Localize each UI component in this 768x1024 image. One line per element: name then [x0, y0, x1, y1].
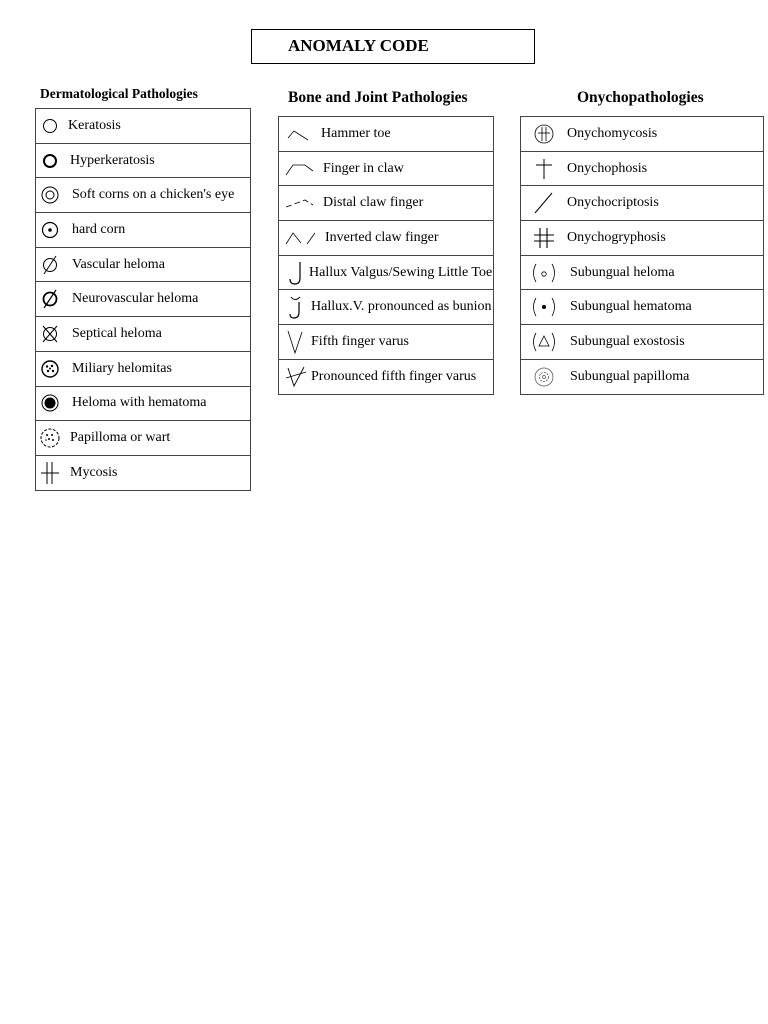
filled-circle-icon — [38, 393, 62, 413]
item-label: Heloma with hematoma — [72, 395, 207, 411]
table-row — [36, 455, 251, 490]
table-row — [521, 186, 764, 221]
table-dermatological — [35, 108, 251, 491]
table-row — [36, 421, 251, 456]
item-label: Finger in claw — [323, 160, 404, 176]
item-label: Miliary helomitas — [72, 360, 172, 376]
thin-circle-icon — [38, 117, 62, 135]
item-label: Onychophosis — [567, 160, 648, 176]
table-row — [279, 325, 494, 360]
paren-triangle-icon — [529, 331, 559, 353]
table-row — [36, 247, 251, 282]
table-row — [279, 186, 494, 221]
item-label: Subungual exostosis — [570, 333, 685, 349]
v-stroke-icon — [283, 329, 307, 355]
item-label: Neurovascular heloma — [72, 291, 199, 307]
item-label: Papilloma or wart — [70, 430, 171, 446]
hammer-toe-icon — [283, 126, 313, 142]
item-label: Mycosis — [70, 464, 118, 480]
item-label: Inverted claw finger — [325, 229, 439, 245]
diagonal-slash-icon — [529, 191, 559, 215]
bold-circle-icon — [38, 152, 62, 170]
table-row — [279, 255, 494, 290]
table-row — [36, 282, 251, 317]
item-label: Subungual hematoma — [570, 299, 692, 315]
circle-swirl-icon — [529, 365, 559, 389]
distal-claw-icon — [283, 195, 317, 211]
table-row — [521, 151, 764, 186]
slashed-circle-icon — [38, 254, 62, 276]
page-title: ANOMALY CODE — [251, 29, 535, 64]
table-row — [36, 109, 251, 144]
table-row — [36, 351, 251, 386]
table-row — [279, 151, 494, 186]
item-label: Onychocriptosis — [567, 195, 659, 211]
dagger-cross-icon — [529, 157, 559, 181]
table-row — [521, 325, 764, 360]
item-label: Onychomycosis — [567, 125, 658, 141]
item-label: Hammer toe — [321, 125, 391, 141]
paren-dot-icon — [529, 296, 559, 318]
speckled-circle-icon — [38, 427, 62, 449]
double-circle-icon — [38, 185, 62, 205]
item-label: Soft corns on a chicken's eye — [72, 187, 235, 203]
inverted-claw-icon — [283, 229, 319, 247]
table-row — [521, 290, 764, 325]
table-row — [521, 117, 764, 152]
table-row — [36, 178, 251, 213]
item-label: hard corn — [72, 221, 126, 237]
table-bone-joint — [278, 116, 494, 395]
item-label: Subungual papilloma — [570, 368, 690, 384]
circled-double-cross-icon — [529, 122, 559, 146]
table-row — [521, 359, 764, 394]
item-label: Onychogryphosis — [567, 229, 666, 245]
table-row — [36, 213, 251, 248]
table-row — [36, 143, 251, 178]
item-label: Fifth finger varus — [311, 333, 409, 349]
dotted-circle-icon — [38, 359, 62, 379]
hallux-hook-icon — [285, 260, 307, 286]
item-label: Keratosis — [68, 117, 121, 133]
item-label: Subungual heloma — [570, 264, 675, 280]
table-row — [36, 317, 251, 352]
item-label: Hallux Valgus/Sewing Little Toe — [309, 264, 493, 280]
table-row — [521, 221, 764, 256]
item-label: Hallux.V. pronounced as bunion — [311, 299, 492, 315]
section-heading-dermatological: Dermatological Pathologies — [40, 86, 198, 101]
section-heading-bone-joint: Bone and Joint Pathologies — [288, 89, 468, 106]
table-row — [279, 290, 494, 325]
item-label: Hyperkeratosis — [70, 152, 155, 168]
slashed-bold-circle-icon — [38, 288, 62, 310]
crossed-circle-icon — [38, 323, 62, 345]
double-cross-icon — [38, 461, 62, 485]
table-row — [36, 386, 251, 421]
item-label: Septical heloma — [72, 325, 162, 341]
v-crossed-icon — [283, 364, 309, 390]
section-heading-onychopathologies: Onychopathologies — [577, 89, 704, 106]
table-row — [279, 117, 494, 152]
item-label: Distal claw finger — [323, 195, 424, 211]
circle-dot-icon — [38, 220, 62, 240]
table-onychopathologies — [520, 116, 764, 395]
paren-small-circle-icon — [529, 262, 559, 284]
bunion-hook-icon — [285, 294, 307, 320]
item-label: Pronounced fifth finger varus — [311, 368, 477, 384]
table-row — [521, 255, 764, 290]
table-row — [279, 221, 494, 256]
claw-finger-icon — [283, 161, 317, 177]
table-row — [279, 359, 494, 394]
item-label: Vascular heloma — [72, 256, 165, 272]
hash-icon — [529, 226, 559, 250]
